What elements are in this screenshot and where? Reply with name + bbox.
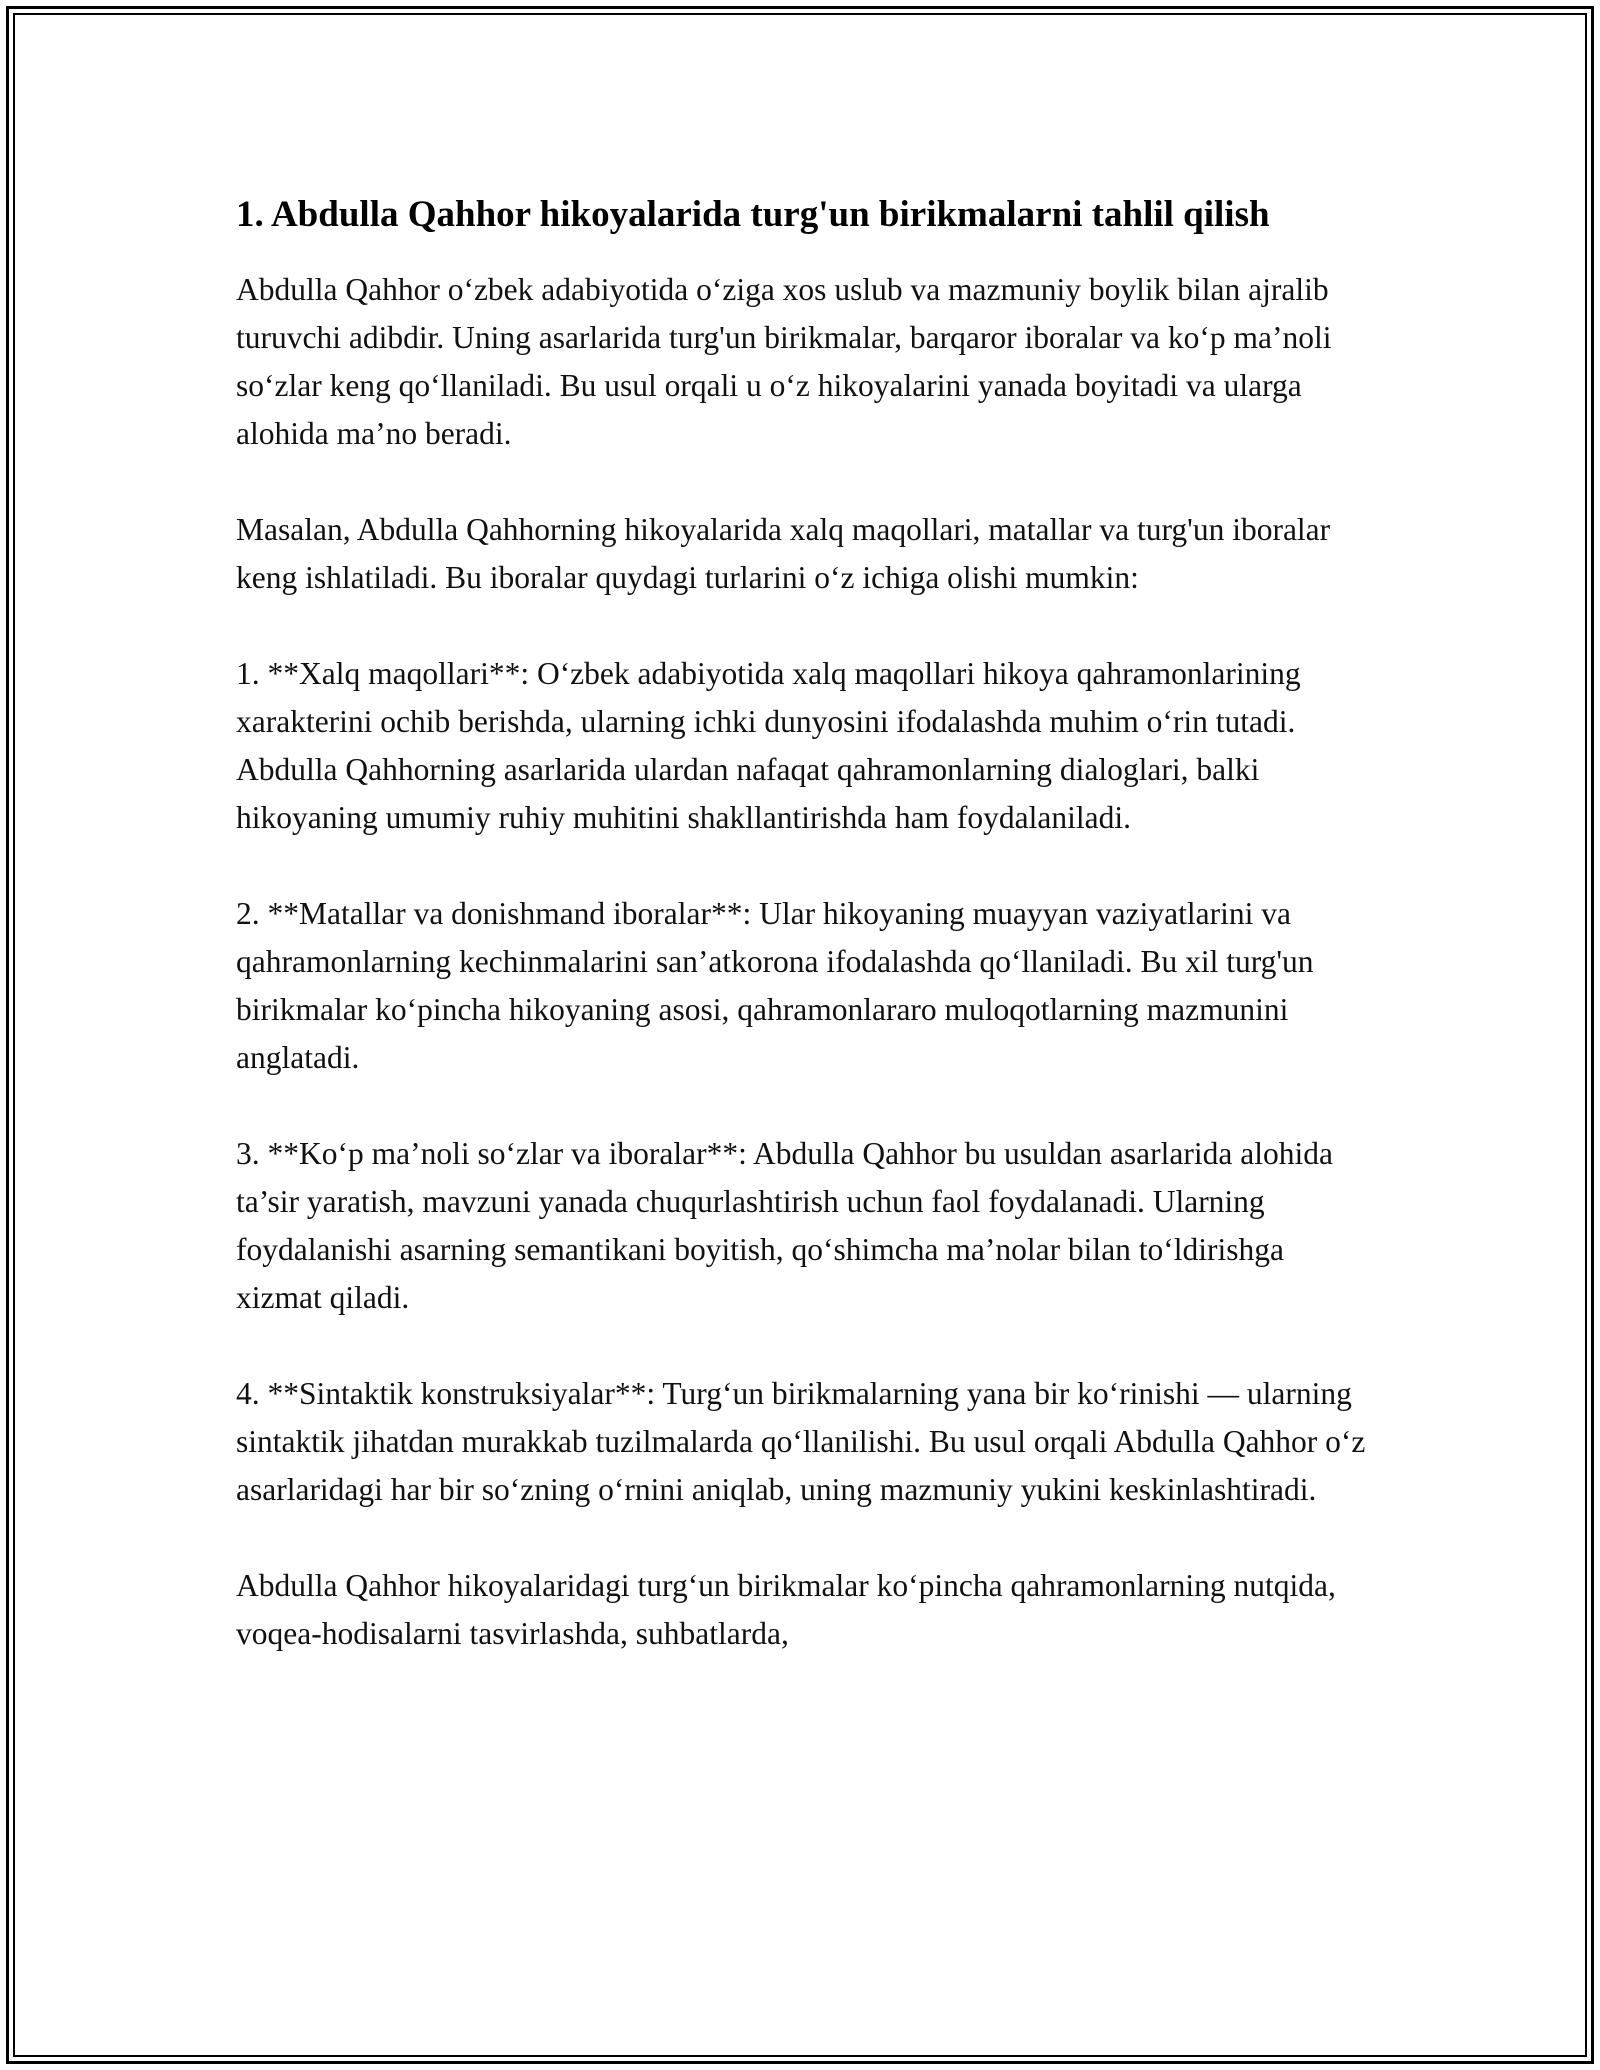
section-heading: 1. Abdulla Qahhor hikoyalarida turg'un birikmalarni tahlil qilish [236,194,1270,235]
example-paragraph: Masalan, Abdulla Qahhorning hikoyalarida xalq maqollari, matallar va turg'un iboralar keng ishlatiladi. Bu iboralar quydagi turlarini o‘z ichiga olishi mumkin: [236,512,1331,595]
intro-paragraph: Abdulla Qahhor o‘zbek adabiyotida o‘ziga xos uslub va mazmuniy boylik bilan ajralib turuvchi adibdir. Uning asarlarida turg'un birikmalar, barqaror iboralar va ko‘p ma’noli so‘zlar keng qo‘llaniladi. Bu usul orqali u o‘z hikoyalarini yanada boyitadi va ularga alohida ma’no beradi. [236,272,1332,451]
list-item-kop-manoli: 3. **Ko‘p ma’noli so‘zlar va iboralar**: Abdulla Qahhor bu usuldan asarlarida alohida ta’sir yaratish, mavzuni yanada chuqurlashtirish uchun faol foydalanadi. Ularning foydalanishi asarning semantikani boyitish, qo‘shimcha ma’nolar bilan to‘ldirishga xizmat qiladi. [236,1136,1333,1315]
document-page [236,188,1366,1706]
list-item-matallar: 2. **Matallar va donishmand iboralar**: Ular hikoyaning muayyan vaziyatlarini va qahramonlarning kechinmalarini san’atkorona ifodalashda qo‘llaniladi. Bu xil turg'un birikmalar ko‘pincha hikoyaning asosi, qahramonlararo muloqotlarning mazmunini anglatadi. [236,896,1314,1075]
list-item-sintaktik: 4. **Sintaktik konstruksiyalar**: Turg‘un birikmalarning yana bir ko‘rinishi — ularning sintaktik jihatdan murakkab tuzilmalarda qo‘llanilishi. Bu usul orqali Abdulla Qahhor o‘z asarlaridagi har bir so‘zning o‘rnini aniqlab, uning mazmuniy yukini keskinlashtiradi. [236,1376,1366,1507]
closing-paragraph: Abdulla Qahhor hikoyalaridagi turg‘un birikmalar ko‘pincha qahramonlarning nutqida, voqea-hodisalarni tasvirlashda, suhbatlarda, [236,1568,1336,1651]
list-item-xalq-maqollari: 1. **Xalq maqollari**: O‘zbek adabiyotida xalq maqollari hikoya qahramonlarining xarakterini ochib berishda, ularning ichki dunyosini ifodalashda muhim o‘rin tutadi. Abdulla Qahhorning asarlarida ulardan nafaqat qahramonlarning dialoglari, balki hikoyaning umumiy ruhiy muhitini shakllantirishda ham foydalaniladi. [236,656,1301,835]
